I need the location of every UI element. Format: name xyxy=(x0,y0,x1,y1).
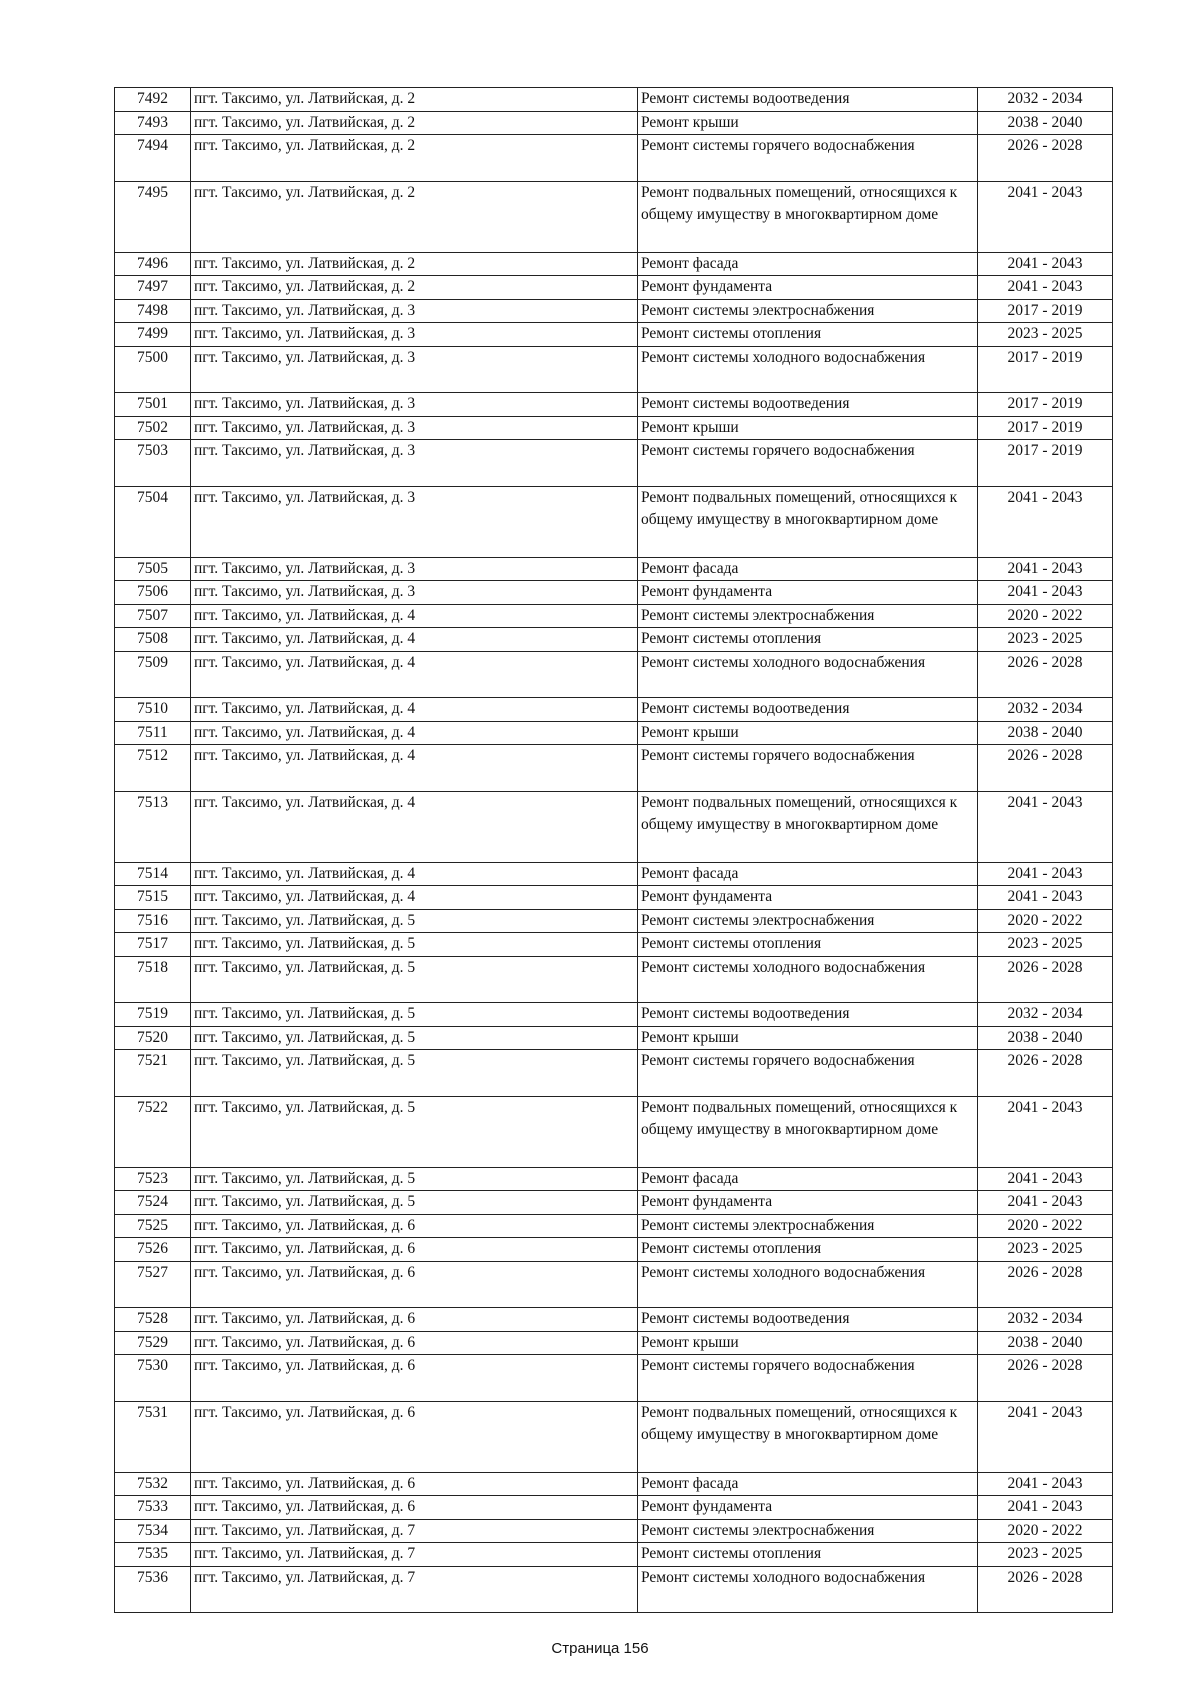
period-cell: 2026 - 2028 xyxy=(978,135,1113,182)
work-type-cell: Ремонт системы водоотведения xyxy=(638,698,978,722)
address-cell: пгт. Таксимо, ул. Латвийская, д. 4 xyxy=(191,651,638,698)
row-number-cell: 7533 xyxy=(115,1496,191,1520)
table-row xyxy=(115,745,1113,792)
row-number-cell: 7510 xyxy=(115,698,191,722)
row-number-cell: 7492 xyxy=(115,88,191,112)
table-row xyxy=(115,628,1113,652)
table-row xyxy=(115,1401,1113,1472)
row-number-cell: 7504 xyxy=(115,486,191,557)
period-cell: 2023 - 2025 xyxy=(978,323,1113,347)
table-row xyxy=(115,1026,1113,1050)
work-type-cell: Ремонт фундамента xyxy=(638,1496,978,1520)
work-type-cell: Ремонт крыши xyxy=(638,721,978,745)
row-number-cell: 7532 xyxy=(115,1472,191,1496)
row-number-cell: 7507 xyxy=(115,604,191,628)
row-number-cell: 7501 xyxy=(115,393,191,417)
table-row xyxy=(115,557,1113,581)
table-row xyxy=(115,1167,1113,1191)
row-number-cell: 7495 xyxy=(115,181,191,252)
row-number-cell: 7515 xyxy=(115,886,191,910)
row-number-cell: 7520 xyxy=(115,1026,191,1050)
period-cell: 2041 - 2043 xyxy=(978,486,1113,557)
work-type-cell: Ремонт системы отопления xyxy=(638,933,978,957)
address-cell: пгт. Таксимо, ул. Латвийская, д. 2 xyxy=(191,88,638,112)
period-cell: 2032 - 2034 xyxy=(978,1308,1113,1332)
address-cell: пгт. Таксимо, ул. Латвийская, д. 6 xyxy=(191,1355,638,1402)
address-cell: пгт. Таксимо, ул. Латвийская, д. 5 xyxy=(191,1026,638,1050)
period-cell: 2032 - 2034 xyxy=(978,698,1113,722)
table-row xyxy=(115,1519,1113,1543)
work-type-cell: Ремонт фасада xyxy=(638,862,978,886)
work-type-cell: Ремонт фасада xyxy=(638,1167,978,1191)
table-row xyxy=(115,721,1113,745)
address-cell: пгт. Таксимо, ул. Латвийская, д. 4 xyxy=(191,886,638,910)
work-type-cell: Ремонт подвальных помещений, относящихся к общему имуществу в многоквартирном доме xyxy=(638,181,978,252)
period-cell: 2038 - 2040 xyxy=(978,1331,1113,1355)
table-row xyxy=(115,135,1113,182)
table-row xyxy=(115,1331,1113,1355)
work-type-cell: Ремонт системы холодного водоснабжения xyxy=(638,346,978,393)
period-cell: 2020 - 2022 xyxy=(978,604,1113,628)
period-cell: 2041 - 2043 xyxy=(978,557,1113,581)
period-cell: 2017 - 2019 xyxy=(978,416,1113,440)
address-cell: пгт. Таксимо, ул. Латвийская, д. 5 xyxy=(191,956,638,1003)
work-type-cell: Ремонт фасада xyxy=(638,1472,978,1496)
address-cell: пгт. Таксимо, ул. Латвийская, д. 3 xyxy=(191,346,638,393)
address-cell: пгт. Таксимо, ул. Латвийская, д. 3 xyxy=(191,486,638,557)
period-cell: 2023 - 2025 xyxy=(978,1543,1113,1567)
table-row xyxy=(115,956,1113,1003)
address-cell: пгт. Таксимо, ул. Латвийская, д. 4 xyxy=(191,721,638,745)
address-cell: пгт. Таксимо, ул. Латвийская, д. 2 xyxy=(191,252,638,276)
address-cell: пгт. Таксимо, ул. Латвийская, д. 3 xyxy=(191,557,638,581)
table-row xyxy=(115,440,1113,487)
work-type-cell: Ремонт системы горячего водоснабжения xyxy=(638,135,978,182)
table-row xyxy=(115,862,1113,886)
work-type-cell: Ремонт системы холодного водоснабжения xyxy=(638,651,978,698)
address-cell: пгт. Таксимо, ул. Латвийская, д. 5 xyxy=(191,933,638,957)
period-cell: 2038 - 2040 xyxy=(978,1026,1113,1050)
period-cell: 2017 - 2019 xyxy=(978,393,1113,417)
row-number-cell: 7499 xyxy=(115,323,191,347)
period-cell: 2041 - 2043 xyxy=(978,791,1113,862)
period-cell: 2023 - 2025 xyxy=(978,628,1113,652)
work-type-cell: Ремонт подвальных помещений, относящихся к общему имуществу в многоквартирном доме xyxy=(638,1096,978,1167)
address-cell: пгт. Таксимо, ул. Латвийская, д. 4 xyxy=(191,862,638,886)
table-row xyxy=(115,299,1113,323)
table-row xyxy=(115,1496,1113,1520)
address-cell: пгт. Таксимо, ул. Латвийская, д. 6 xyxy=(191,1331,638,1355)
work-type-cell: Ремонт системы горячего водоснабжения xyxy=(638,745,978,792)
repair-schedule-table xyxy=(114,87,1113,1613)
row-number-cell: 7511 xyxy=(115,721,191,745)
work-type-cell: Ремонт системы холодного водоснабжения xyxy=(638,956,978,1003)
address-cell: пгт. Таксимо, ул. Латвийская, д. 2 xyxy=(191,181,638,252)
row-number-cell: 7521 xyxy=(115,1050,191,1097)
table-body xyxy=(115,88,1113,1613)
period-cell: 2038 - 2040 xyxy=(978,721,1113,745)
row-number-cell: 7529 xyxy=(115,1331,191,1355)
work-type-cell: Ремонт крыши xyxy=(638,111,978,135)
period-cell: 2041 - 2043 xyxy=(978,1401,1113,1472)
address-cell: пгт. Таксимо, ул. Латвийская, д. 3 xyxy=(191,581,638,605)
period-cell: 2017 - 2019 xyxy=(978,346,1113,393)
page-number: Страница 156 xyxy=(551,1640,649,1657)
work-type-cell: Ремонт системы отопления xyxy=(638,1238,978,1262)
address-cell: пгт. Таксимо, ул. Латвийская, д. 2 xyxy=(191,111,638,135)
row-number-cell: 7500 xyxy=(115,346,191,393)
address-cell: пгт. Таксимо, ул. Латвийская, д. 6 xyxy=(191,1214,638,1238)
table-row xyxy=(115,416,1113,440)
table-row xyxy=(115,651,1113,698)
address-cell: пгт. Таксимо, ул. Латвийская, д. 4 xyxy=(191,791,638,862)
table-row xyxy=(115,698,1113,722)
address-cell: пгт. Таксимо, ул. Латвийская, д. 7 xyxy=(191,1566,638,1613)
period-cell: 2041 - 2043 xyxy=(978,252,1113,276)
period-cell: 2032 - 2034 xyxy=(978,88,1113,112)
row-number-cell: 7513 xyxy=(115,791,191,862)
period-cell: 2041 - 2043 xyxy=(978,862,1113,886)
table-row xyxy=(115,1308,1113,1332)
period-cell: 2041 - 2043 xyxy=(978,181,1113,252)
period-cell: 2026 - 2028 xyxy=(978,1261,1113,1308)
work-type-cell: Ремонт системы отопления xyxy=(638,628,978,652)
period-cell: 2041 - 2043 xyxy=(978,581,1113,605)
table-row xyxy=(115,1543,1113,1567)
period-cell: 2038 - 2040 xyxy=(978,111,1113,135)
work-type-cell: Ремонт фундамента xyxy=(638,886,978,910)
address-cell: пгт. Таксимо, ул. Латвийская, д. 3 xyxy=(191,416,638,440)
address-cell: пгт. Таксимо, ул. Латвийская, д. 5 xyxy=(191,1096,638,1167)
period-cell: 2041 - 2043 xyxy=(978,276,1113,300)
row-number-cell: 7493 xyxy=(115,111,191,135)
row-number-cell: 7506 xyxy=(115,581,191,605)
address-cell: пгт. Таксимо, ул. Латвийская, д. 7 xyxy=(191,1519,638,1543)
work-type-cell: Ремонт системы горячего водоснабжения xyxy=(638,440,978,487)
table-row xyxy=(115,581,1113,605)
period-cell: 2041 - 2043 xyxy=(978,1096,1113,1167)
table-row xyxy=(115,1191,1113,1215)
period-cell: 2026 - 2028 xyxy=(978,1355,1113,1402)
work-type-cell: Ремонт крыши xyxy=(638,1331,978,1355)
row-number-cell: 7531 xyxy=(115,1401,191,1472)
table-row xyxy=(115,1261,1113,1308)
address-cell: пгт. Таксимо, ул. Латвийская, д. 5 xyxy=(191,1003,638,1027)
address-cell: пгт. Таксимо, ул. Латвийская, д. 5 xyxy=(191,909,638,933)
work-type-cell: Ремонт системы горячего водоснабжения xyxy=(638,1355,978,1402)
work-type-cell: Ремонт системы водоотведения xyxy=(638,1003,978,1027)
table-row xyxy=(115,393,1113,417)
row-number-cell: 7509 xyxy=(115,651,191,698)
period-cell: 2041 - 2043 xyxy=(978,1191,1113,1215)
address-cell: пгт. Таксимо, ул. Латвийская, д. 5 xyxy=(191,1167,638,1191)
address-cell: пгт. Таксимо, ул. Латвийская, д. 6 xyxy=(191,1261,638,1308)
period-cell: 2017 - 2019 xyxy=(978,440,1113,487)
work-type-cell: Ремонт фасада xyxy=(638,557,978,581)
period-cell: 2026 - 2028 xyxy=(978,1566,1113,1613)
address-cell: пгт. Таксимо, ул. Латвийская, д. 5 xyxy=(191,1191,638,1215)
table-row xyxy=(115,1050,1113,1097)
table-row xyxy=(115,1003,1113,1027)
work-type-cell: Ремонт крыши xyxy=(638,1026,978,1050)
table-row xyxy=(115,604,1113,628)
work-type-cell: Ремонт подвальных помещений, относящихся к общему имуществу в многоквартирном доме xyxy=(638,791,978,862)
work-type-cell: Ремонт системы водоотведения xyxy=(638,393,978,417)
row-number-cell: 7514 xyxy=(115,862,191,886)
address-cell: пгт. Таксимо, ул. Латвийская, д. 4 xyxy=(191,745,638,792)
address-cell: пгт. Таксимо, ул. Латвийская, д. 4 xyxy=(191,698,638,722)
row-number-cell: 7535 xyxy=(115,1543,191,1567)
work-type-cell: Ремонт системы холодного водоснабжения xyxy=(638,1261,978,1308)
address-cell: пгт. Таксимо, ул. Латвийская, д. 3 xyxy=(191,299,638,323)
row-number-cell: 7528 xyxy=(115,1308,191,1332)
table-row xyxy=(115,181,1113,252)
period-cell: 2032 - 2034 xyxy=(978,1003,1113,1027)
row-number-cell: 7508 xyxy=(115,628,191,652)
row-number-cell: 7525 xyxy=(115,1214,191,1238)
address-cell: пгт. Таксимо, ул. Латвийская, д. 6 xyxy=(191,1472,638,1496)
work-type-cell: Ремонт системы водоотведения xyxy=(638,1308,978,1332)
row-number-cell: 7534 xyxy=(115,1519,191,1543)
address-cell: пгт. Таксимо, ул. Латвийская, д. 7 xyxy=(191,1543,638,1567)
address-cell: пгт. Таксимо, ул. Латвийская, д. 6 xyxy=(191,1238,638,1262)
address-cell: пгт. Таксимо, ул. Латвийская, д. 6 xyxy=(191,1308,638,1332)
period-cell: 2041 - 2043 xyxy=(978,1496,1113,1520)
address-cell: пгт. Таксимо, ул. Латвийская, д. 2 xyxy=(191,135,638,182)
row-number-cell: 7497 xyxy=(115,276,191,300)
row-number-cell: 7517 xyxy=(115,933,191,957)
period-cell: 2017 - 2019 xyxy=(978,299,1113,323)
address-cell: пгт. Таксимо, ул. Латвийская, д. 6 xyxy=(191,1496,638,1520)
table-row xyxy=(115,1096,1113,1167)
row-number-cell: 7505 xyxy=(115,557,191,581)
period-cell: 2026 - 2028 xyxy=(978,956,1113,1003)
work-type-cell: Ремонт системы электроснабжения xyxy=(638,604,978,628)
row-number-cell: 7516 xyxy=(115,909,191,933)
address-cell: пгт. Таксимо, ул. Латвийская, д. 3 xyxy=(191,393,638,417)
table-row xyxy=(115,1214,1113,1238)
row-number-cell: 7523 xyxy=(115,1167,191,1191)
row-number-cell: 7530 xyxy=(115,1355,191,1402)
table-row xyxy=(115,323,1113,347)
period-cell: 2041 - 2043 xyxy=(978,886,1113,910)
work-type-cell: Ремонт крыши xyxy=(638,416,978,440)
period-cell: 2023 - 2025 xyxy=(978,1238,1113,1262)
row-number-cell: 7536 xyxy=(115,1566,191,1613)
row-number-cell: 7512 xyxy=(115,745,191,792)
row-number-cell: 7503 xyxy=(115,440,191,487)
table-row xyxy=(115,1566,1113,1613)
work-type-cell: Ремонт системы электроснабжения xyxy=(638,909,978,933)
row-number-cell: 7519 xyxy=(115,1003,191,1027)
period-cell: 2041 - 2043 xyxy=(978,1167,1113,1191)
table-row xyxy=(115,1472,1113,1496)
work-type-cell: Ремонт фасада xyxy=(638,252,978,276)
work-type-cell: Ремонт подвальных помещений, относящихся к общему имуществу в многоквартирном доме xyxy=(638,1401,978,1472)
table-row xyxy=(115,933,1113,957)
table-row xyxy=(115,252,1113,276)
table-row xyxy=(115,88,1113,112)
work-type-cell: Ремонт системы горячего водоснабжения xyxy=(638,1050,978,1097)
row-number-cell: 7496 xyxy=(115,252,191,276)
address-cell: пгт. Таксимо, ул. Латвийская, д. 5 xyxy=(191,1050,638,1097)
period-cell: 2023 - 2025 xyxy=(978,933,1113,957)
table-row xyxy=(115,276,1113,300)
period-cell: 2026 - 2028 xyxy=(978,1050,1113,1097)
address-cell: пгт. Таксимо, ул. Латвийская, д. 3 xyxy=(191,323,638,347)
period-cell: 2020 - 2022 xyxy=(978,909,1113,933)
table-row xyxy=(115,1355,1113,1402)
table-row xyxy=(115,1238,1113,1262)
period-cell: 2026 - 2028 xyxy=(978,651,1113,698)
period-cell: 2020 - 2022 xyxy=(978,1214,1113,1238)
period-cell: 2026 - 2028 xyxy=(978,745,1113,792)
address-cell: пгт. Таксимо, ул. Латвийская, д. 4 xyxy=(191,604,638,628)
work-type-cell: Ремонт системы отопления xyxy=(638,323,978,347)
row-number-cell: 7524 xyxy=(115,1191,191,1215)
table-row xyxy=(115,791,1113,862)
work-type-cell: Ремонт системы водоотведения xyxy=(638,88,978,112)
row-number-cell: 7494 xyxy=(115,135,191,182)
address-cell: пгт. Таксимо, ул. Латвийская, д. 4 xyxy=(191,628,638,652)
row-number-cell: 7498 xyxy=(115,299,191,323)
work-type-cell: Ремонт системы электроснабжения xyxy=(638,1519,978,1543)
address-cell: пгт. Таксимо, ул. Латвийская, д. 2 xyxy=(191,276,638,300)
work-type-cell: Ремонт фундамента xyxy=(638,1191,978,1215)
period-cell: 2041 - 2043 xyxy=(978,1472,1113,1496)
row-number-cell: 7522 xyxy=(115,1096,191,1167)
row-number-cell: 7526 xyxy=(115,1238,191,1262)
work-type-cell: Ремонт системы электроснабжения xyxy=(638,299,978,323)
table-row xyxy=(115,346,1113,393)
work-type-cell: Ремонт фундамента xyxy=(638,581,978,605)
work-type-cell: Ремонт фундамента xyxy=(638,276,978,300)
row-number-cell: 7502 xyxy=(115,416,191,440)
table-row xyxy=(115,886,1113,910)
row-number-cell: 7527 xyxy=(115,1261,191,1308)
work-type-cell: Ремонт системы отопления xyxy=(638,1543,978,1567)
row-number-cell: 7518 xyxy=(115,956,191,1003)
work-type-cell: Ремонт системы холодного водоснабжения xyxy=(638,1566,978,1613)
work-type-cell: Ремонт подвальных помещений, относящихся к общему имуществу в многоквартирном доме xyxy=(638,486,978,557)
table-row xyxy=(115,111,1113,135)
address-cell: пгт. Таксимо, ул. Латвийская, д. 3 xyxy=(191,440,638,487)
table-row xyxy=(115,909,1113,933)
work-type-cell: Ремонт системы электроснабжения xyxy=(638,1214,978,1238)
period-cell: 2020 - 2022 xyxy=(978,1519,1113,1543)
table-row xyxy=(115,486,1113,557)
address-cell: пгт. Таксимо, ул. Латвийская, д. 6 xyxy=(191,1401,638,1472)
